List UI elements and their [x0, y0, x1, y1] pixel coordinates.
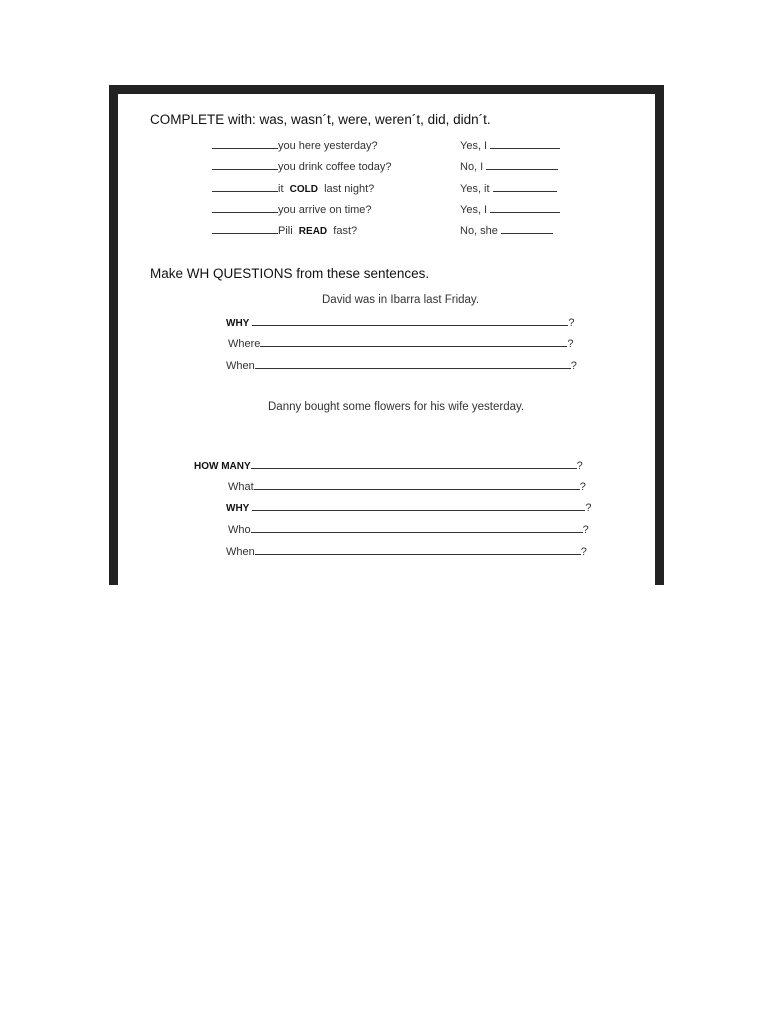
fill-row-2: [212, 160, 392, 173]
answer-blank[interactable]: [212, 160, 278, 170]
wh-question-row: [226, 545, 587, 558]
wh-word: When: [226, 360, 255, 372]
question-blank[interactable]: [251, 459, 577, 469]
reply-row-5: [460, 224, 553, 237]
question-mark: ?: [567, 338, 574, 350]
question-text: you arrive on time?: [278, 204, 372, 216]
source-sentence-1: David was in Ibarra last Friday.: [322, 294, 480, 306]
question-pre: Pili: [278, 225, 293, 237]
section1-heading: COMPLETE with: was, wasn´t, were, weren´t, did, didn´t.: [150, 112, 491, 127]
answer-blank[interactable]: [212, 203, 278, 213]
question-blank[interactable]: [260, 337, 567, 347]
reply-text: Yes, I: [460, 204, 488, 216]
reply-text: No, I: [460, 161, 484, 173]
source-sentence-2: Danny bought some flowers for his wife yesterday.: [268, 401, 525, 413]
question-mark: ?: [585, 502, 592, 514]
wh-word: Where: [228, 338, 261, 350]
reply-text: Yes, it: [460, 183, 490, 195]
wh-question-row: [226, 359, 577, 372]
question-blank[interactable]: [251, 523, 583, 533]
question-mark: ?: [579, 481, 586, 493]
reply-blank[interactable]: [501, 224, 553, 234]
wh-word: When: [226, 546, 255, 558]
question-blank[interactable]: [252, 316, 568, 326]
question-post: last night?: [324, 183, 375, 195]
wh-question-row: [228, 337, 574, 350]
verb-cue: READ: [298, 226, 328, 237]
reply-row-2: [460, 160, 558, 173]
question-mark: ?: [582, 524, 589, 536]
fill-row-1: [212, 139, 378, 152]
reply-row-1: [460, 139, 560, 152]
wh-word: Who: [228, 524, 251, 536]
answer-blank[interactable]: [212, 182, 278, 192]
fill-row-3: [212, 182, 374, 195]
reply-blank[interactable]: [490, 139, 560, 149]
reply-blank[interactable]: [486, 160, 558, 170]
question-mark: ?: [570, 360, 577, 372]
wh-word: HOW MANY: [194, 461, 251, 472]
question-blank[interactable]: [252, 501, 585, 511]
wh-question-row: [228, 523, 589, 536]
reply-text: No, she: [460, 225, 498, 237]
question-text: you here yesterday?: [278, 140, 378, 152]
wh-question-row: [228, 480, 586, 493]
reply-row-3: [460, 182, 557, 195]
reply-blank[interactable]: [493, 182, 557, 192]
question-blank[interactable]: [255, 545, 581, 555]
fill-row-4: [212, 203, 372, 216]
question-mark: ?: [580, 546, 587, 558]
question-mark: ?: [576, 460, 583, 472]
wh-word: WHY: [226, 318, 250, 329]
question-mark: ?: [568, 317, 575, 329]
wh-question-row: [226, 501, 592, 514]
question-text: you drink coffee today?: [278, 161, 392, 173]
verb-cue: COLD: [289, 184, 318, 195]
wh-word: WHY: [226, 503, 250, 514]
reply-row-4: [460, 203, 560, 216]
wh-question-row: [226, 316, 575, 329]
question-post: fast?: [333, 225, 358, 237]
fill-row-5: [212, 224, 357, 237]
wh-word: What: [228, 481, 254, 493]
reply-blank[interactable]: [490, 203, 560, 213]
question-blank[interactable]: [254, 480, 580, 490]
section2-heading: Make WH QUESTIONS from these sentences.: [150, 266, 430, 281]
question-pre: it: [278, 183, 284, 195]
answer-blank[interactable]: [212, 224, 278, 234]
answer-blank[interactable]: [212, 139, 278, 149]
wh-question-row: [194, 459, 583, 472]
reply-text: Yes, I: [460, 140, 488, 152]
worksheet-page: [109, 85, 664, 585]
question-blank[interactable]: [255, 359, 571, 369]
